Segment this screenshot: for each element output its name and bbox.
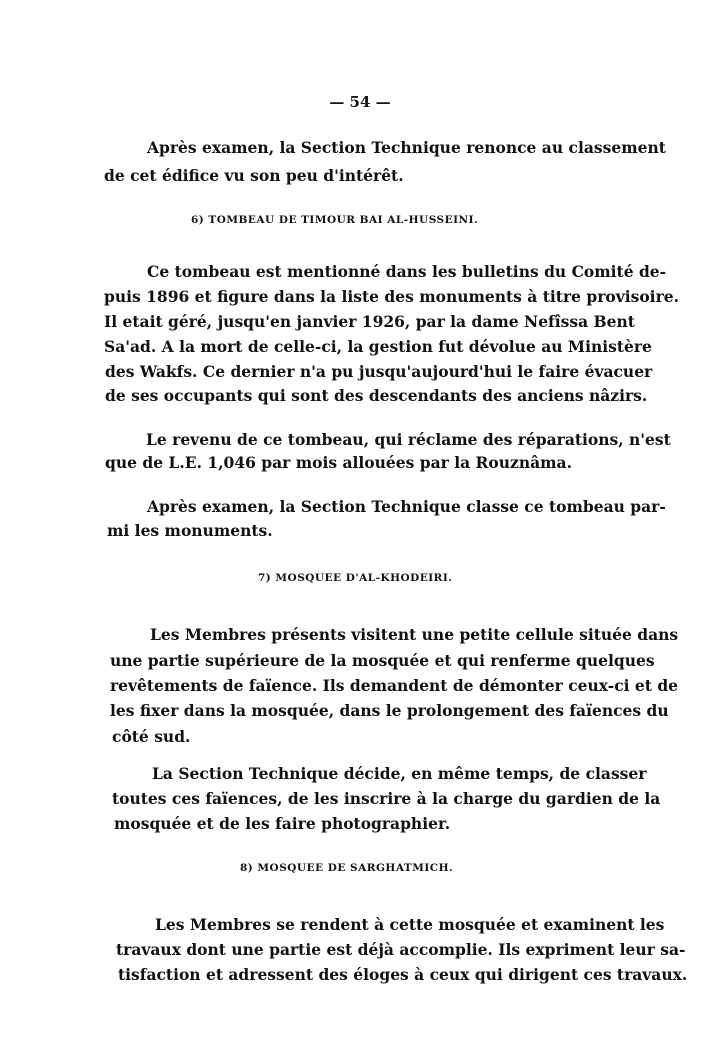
section-heading-8: 8) MOSQUEE DE SARGHATMICH. (240, 862, 454, 874)
text-line: mi les monuments. (107, 521, 273, 540)
text-line: Sa'ad. A la mort de celle-ci, la gestion fut dévolue au Ministère (104, 337, 652, 356)
text-line: Après examen, la Section Technique renonce au classement (147, 138, 666, 157)
text-line: une partie supérieure de la mosquée et qui renferme quelques (110, 651, 655, 670)
text-line: revêtements de faïence. Ils demandent de démonter ceux-ci et de (110, 676, 679, 695)
text-line: Après examen, la Section Technique classe ce tombeau par- (147, 497, 666, 516)
text-line: de cet édifice vu son peu d'intérêt. (104, 166, 404, 185)
text-line: de ses occupants qui sont des descendants des anciens nâzirs. (105, 386, 648, 405)
text-line: que de L.E. 1,046 par mois allouées par la Rouznâma. (105, 453, 572, 472)
text-line: tisfaction et adressent des éloges à ceux qui dirigent ces travaux. (118, 965, 688, 984)
text-line: Les Membres se rendent à cette mosquée et examinent les (155, 915, 665, 934)
text-line: mosquée et de les faire photographier. (114, 814, 451, 833)
section-heading-7: 7) MOSQUEE D'AL-KHODEIRI. (258, 572, 453, 584)
text-line: Il etait géré, jusqu'en janvier 1926, par la dame Nefîssa Bent (104, 312, 635, 331)
text-line: Les Membres présents visitent une petite cellule située dans (150, 625, 679, 644)
text-line: côté sud. (112, 727, 191, 746)
text-line: La Section Technique décide, en même temps, de classer (152, 764, 647, 783)
text-line: les fixer dans la mosquée, dans le prolongement des faïences du (110, 701, 669, 720)
text-line: des Wakfs. Ce dernier n'a pu jusqu'aujourd'hui le faire évacuer (105, 362, 653, 381)
text-line: puis 1896 et figure dans la liste des monuments à titre provisoire. (104, 287, 679, 306)
text-line: travaux dont une partie est déjà accomplie. Ils expriment leur sa- (116, 940, 686, 959)
text-line: Le revenu de ce tombeau, qui réclame des réparations, n'est (146, 430, 671, 449)
section-heading-6: 6) TOMBEAU DE TIMOUR BAI AL-HUSSEINI. (191, 214, 479, 226)
text-line: toutes ces faïences, de les inscrire à la charge du gardien de la (112, 789, 661, 808)
text-line: Ce tombeau est mentionné dans les bulletins du Comité de- (147, 262, 667, 281)
page-number: — 54 — (329, 93, 391, 111)
